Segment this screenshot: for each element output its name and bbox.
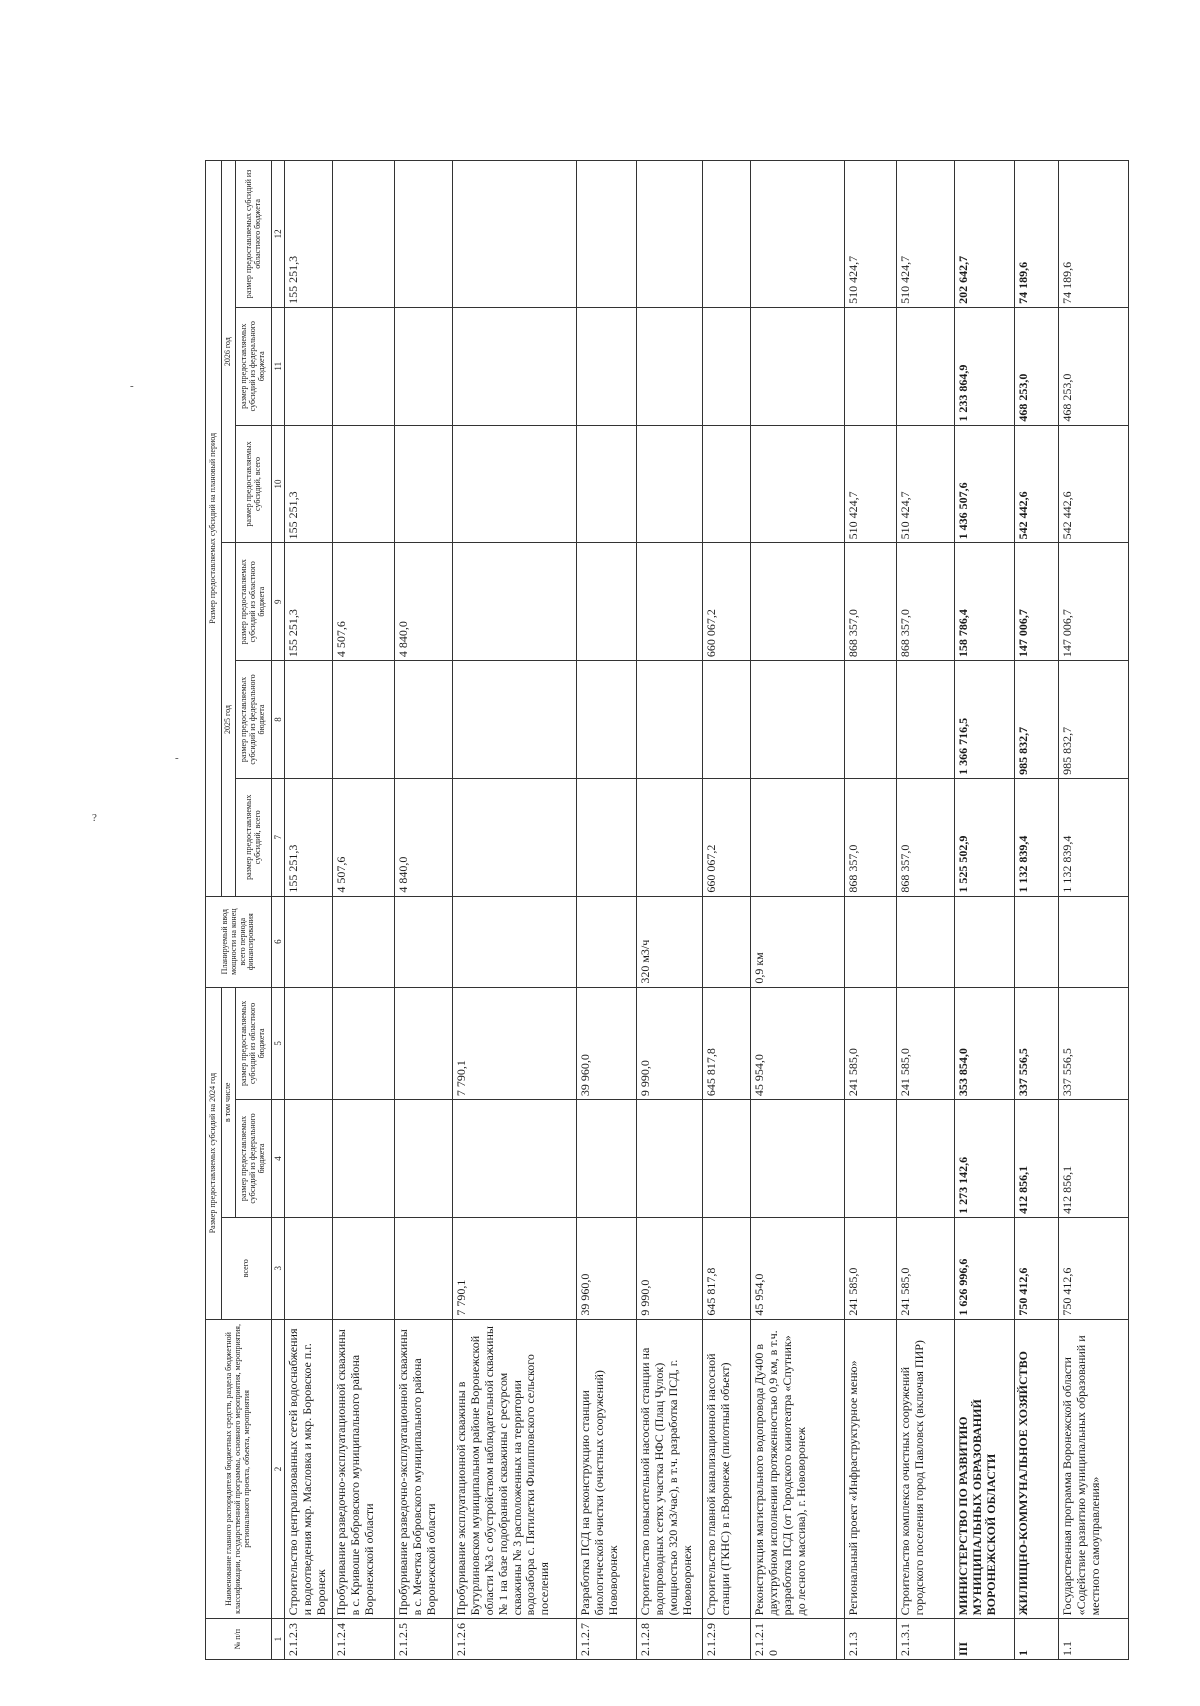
cell-fed-2025 [395, 661, 453, 779]
header-total: всего [222, 1217, 272, 1319]
cell-total-2024: 750 412,6 [1015, 1217, 1059, 1319]
row-number: 2.1.2.4 [333, 1619, 395, 1660]
cell-fed-2024 [577, 1100, 637, 1218]
cell-fed-2026 [703, 307, 751, 425]
cell-total-2024: 39 960,0 [577, 1217, 637, 1319]
cell-reg-2024: 7 790,1 [453, 987, 577, 1099]
cell-fed-2024 [395, 1100, 453, 1218]
cell-fed-2025 [577, 661, 637, 779]
column-number: 2 [272, 1319, 285, 1619]
cell-reg-2026: 74 189,6 [1059, 161, 1129, 308]
cell-total-2024: 241 585,0 [897, 1217, 955, 1319]
cell-fed-2025: 985 832,7 [1015, 661, 1059, 779]
cell-reg-2026 [395, 161, 453, 308]
header-plan-fed: размер предоставляемых субсидий из федерального бюджета [236, 307, 272, 425]
column-number: 10 [272, 425, 285, 543]
row-number: 2.1.3 [845, 1619, 897, 1660]
cell-reg-2025: 868 357,0 [897, 543, 955, 661]
table-row [1059, 161, 1129, 1660]
header-plan-fed: размер предоставляемых субсидий из федерального бюджета [236, 661, 272, 779]
row-name: Строительство комплекса очистных сооружений городского поселения город Павловск (включая ПИР) [897, 1319, 955, 1619]
row-number: 2.1.2.8 [637, 1619, 703, 1660]
cell-fed-2024 [845, 1100, 897, 1218]
cell-reg-2024: 45 954,0 [751, 987, 845, 1099]
row-number: III [955, 1619, 1015, 1660]
cell-reg-2026 [751, 161, 845, 308]
subsidy-table [205, 160, 1129, 1660]
cell-fed-2025 [453, 661, 577, 779]
cell-fed-2024: 412 856,1 [1059, 1100, 1129, 1218]
cell-reg-2025: 868 357,0 [845, 543, 897, 661]
cell-capacity [955, 896, 1015, 987]
header-reg: размер предоставляемых субсидий из областного бюджета [236, 987, 272, 1099]
row-number: 2.1.2.9 [703, 1619, 751, 1660]
column-number: 12 [272, 161, 285, 308]
table-row [955, 161, 1015, 1660]
row-number: 2.1.3.1 [897, 1619, 955, 1660]
cell-capacity: 320 м3/ч [637, 896, 703, 987]
cell-reg-2024: 241 585,0 [897, 987, 955, 1099]
cell-fed-2025: 1 366 716,5 [955, 661, 1015, 779]
table-row [1015, 161, 1059, 1660]
cell-reg-2026: 155 251,3 [285, 161, 333, 308]
table-row [751, 161, 845, 1660]
header-fed: размер предоставляемых субсидий из федерального бюджета [236, 1100, 272, 1218]
column-numbers-row [272, 161, 285, 1660]
column-number: 4 [272, 1100, 285, 1218]
cell-fed-2026 [395, 307, 453, 425]
cell-total-2026: 510 424,7 [897, 425, 955, 543]
cell-reg-2024: 241 585,0 [845, 987, 897, 1099]
header-2025: 2025 год [222, 543, 236, 896]
cell-total-2025: 155 251,3 [285, 778, 333, 896]
cell-reg-2026 [577, 161, 637, 308]
column-number: 6 [272, 896, 285, 987]
cell-total-2026 [395, 425, 453, 543]
cell-total-2024: 241 585,0 [845, 1217, 897, 1319]
row-name: Строительство повысительной насосной станции на водопроводных сетях участка НФС (Плац Чулок) (мощностью 320 м3/час), в т.ч. разработка ПСД, г. Нововоронеж [637, 1319, 703, 1619]
row-number: 2.1.2.5 [395, 1619, 453, 1660]
cell-capacity [1015, 896, 1059, 987]
row-name: Строительство главной канализационной насосной станции (ГКНС) в г.Воронеже (пилотный объект) [703, 1319, 751, 1619]
cell-reg-2024: 337 556,5 [1015, 987, 1059, 1099]
cell-capacity [285, 896, 333, 987]
cell-reg-2026: 510 424,7 [897, 161, 955, 308]
cell-fed-2026 [637, 307, 703, 425]
table-row [333, 161, 395, 1660]
row-name: ЖИЛИЩНО-КОММУНАЛЬНОЕ ХОЗЯЙСТВО [1015, 1319, 1059, 1619]
rotated-table-page [205, 160, 1102, 1660]
cell-total-2025: 1 132 839,4 [1015, 778, 1059, 896]
cell-reg-2026 [703, 161, 751, 308]
cell-fed-2024 [897, 1100, 955, 1218]
cell-total-2026: 1 436 507,6 [955, 425, 1015, 543]
cell-total-2026: 542 442,6 [1059, 425, 1129, 543]
cell-reg-2025 [751, 543, 845, 661]
cell-fed-2024: 1 273 142,6 [955, 1100, 1015, 1218]
table-row [703, 161, 751, 1660]
cell-total-2025: 1 525 502,9 [955, 778, 1015, 896]
column-number: 3 [272, 1217, 285, 1319]
row-name: Строительство централизованных сетей водоснабжения и водоотведения мкр. Масловка и мкр. Боровское п.г. Воронеж [285, 1319, 333, 1619]
cell-reg-2026 [637, 161, 703, 308]
cell-fed-2025 [703, 661, 751, 779]
row-name: Региональный проект «Инфраструктурное меню» [845, 1319, 897, 1619]
row-name: Разработка ПСД на реконструкцию станции биологической очистки (очистных сооружений) Нововоронеж [577, 1319, 637, 1619]
cell-reg-2024: 337 556,5 [1059, 987, 1129, 1099]
cell-reg-2024: 645 817,8 [703, 987, 751, 1099]
cell-reg-2026: 202 642,7 [955, 161, 1015, 308]
cell-capacity [1059, 896, 1129, 987]
row-name: Пробуривание разведочно-эксплуатационной скважины в с. Кривоше Бобровского муниципального района Воронежской области [333, 1319, 395, 1619]
cell-reg-2024: 353 854,0 [955, 987, 1015, 1099]
cell-capacity [845, 896, 897, 987]
header-plan-total: размер предоставляемых субсидий, всего [236, 778, 272, 896]
cell-fed-2024 [703, 1100, 751, 1218]
cell-fed-2026 [453, 307, 577, 425]
header-name: Наименование главного распорядителя бюджетных средств, раздела бюджетной классификации, государственной программы, основного мероприятия, мероприятия, регионального проекта, объекта, мероприятия [206, 1319, 272, 1619]
cell-capacity: 0,9 км [751, 896, 845, 987]
cell-fed-2025 [637, 661, 703, 779]
cell-fed-2026 [751, 307, 845, 425]
cell-fed-2026 [285, 307, 333, 425]
column-number: 8 [272, 661, 285, 779]
cell-total-2024 [333, 1217, 395, 1319]
cell-fed-2025 [285, 661, 333, 779]
header-plan-reg: размер предоставляемых субсидий из областного бюджета [236, 161, 272, 308]
row-name: Государственная программа Воронежской области «Содействие развитию муниципальных образований и местного самоуправления» [1059, 1319, 1129, 1619]
cell-total-2025 [637, 778, 703, 896]
column-number: 1 [272, 1619, 285, 1660]
cell-fed-2024 [637, 1100, 703, 1218]
header-plan-total: размер предоставляемых субсидий, всего [236, 425, 272, 543]
table-row [897, 161, 955, 1660]
row-name: МИНИСТЕРСТВО ПО РАЗВИТИЮ МУНИЦИПАЛЬНЫХ ОБРАЗОВАНИЙ ВОРОНЕЖСКОЙ ОБЛАСТИ [955, 1319, 1015, 1619]
cell-total-2024: 750 412,6 [1059, 1217, 1129, 1319]
cell-fed-2025 [897, 661, 955, 779]
cell-total-2025: 4 507,6 [333, 778, 395, 896]
cell-total-2024: 645 817,8 [703, 1217, 751, 1319]
cell-fed-2024 [333, 1100, 395, 1218]
cell-fed-2026 [845, 307, 897, 425]
table-row [285, 161, 333, 1660]
cell-reg-2025: 660 067,2 [703, 543, 751, 661]
header-2024: Размер предоставляемых субсидий на 2024 год [206, 987, 222, 1319]
row-name: Пробуривание эксплуатационной скважины в Бутурлиновском муниципальном районе Воронежской области №3 с обустройством наблюдательной скважины № 1 на базе подобранной скважины с ресурсом скважины № 3 расположенных на территории водозабора с. Пятилетки Филипповского сельского поселения [453, 1319, 577, 1619]
row-number: 1.1 [1059, 1619, 1129, 1660]
cell-capacity [577, 896, 637, 987]
column-number: 11 [272, 307, 285, 425]
cell-fed-2025 [333, 661, 395, 779]
scan-mark: - [130, 380, 134, 392]
cell-fed-2026 [897, 307, 955, 425]
cell-total-2024 [395, 1217, 453, 1319]
cell-total-2025 [751, 778, 845, 896]
cell-total-2024 [285, 1217, 333, 1319]
cell-fed-2026 [333, 307, 395, 425]
cell-total-2025: 1 132 839,4 [1059, 778, 1129, 896]
cell-total-2025: 660 067,2 [703, 778, 751, 896]
cell-reg-2025: 4 507,6 [333, 543, 395, 661]
cell-reg-2026: 74 189,6 [1015, 161, 1059, 308]
cell-reg-2025 [637, 543, 703, 661]
cell-total-2025 [453, 778, 577, 896]
table-row [395, 161, 453, 1660]
cell-fed-2024 [751, 1100, 845, 1218]
cell-total-2026 [637, 425, 703, 543]
cell-capacity [897, 896, 955, 987]
cell-capacity [333, 896, 395, 987]
header-plan: Размер предоставляемых субсидий на плановый период [206, 161, 222, 897]
column-number: 9 [272, 543, 285, 661]
header-plan-reg: размер предоставляемых субсидий из областного бюджета [236, 543, 272, 661]
cell-total-2024: 9 990,0 [637, 1217, 703, 1319]
cell-total-2025 [577, 778, 637, 896]
cell-fed-2024 [453, 1100, 577, 1218]
table-row [845, 161, 897, 1660]
cell-reg-2024 [333, 987, 395, 1099]
cell-total-2026: 510 424,7 [845, 425, 897, 543]
header-capacity: Планируемый ввод мощности на конец всего периода финансирования [206, 896, 272, 987]
scan-mark: - [175, 752, 179, 764]
row-number: 2.1.2.7 [577, 1619, 637, 1660]
cell-reg-2024 [285, 987, 333, 1099]
cell-total-2026 [577, 425, 637, 543]
row-number: 1 [1015, 1619, 1059, 1660]
row-number: 2.1.2.10 [751, 1619, 845, 1660]
cell-reg-2025: 147 006,7 [1059, 543, 1129, 661]
cell-fed-2025: 985 832,7 [1059, 661, 1129, 779]
cell-total-2025: 868 357,0 [897, 778, 955, 896]
cell-reg-2024 [395, 987, 453, 1099]
row-number: 2.1.2.3 [285, 1619, 333, 1660]
header-incl: в том числе [222, 987, 236, 1217]
cell-total-2026 [703, 425, 751, 543]
cell-reg-2025: 4 840,0 [395, 543, 453, 661]
cell-reg-2026: 510 424,7 [845, 161, 897, 308]
cell-reg-2025: 155 251,3 [285, 543, 333, 661]
header-num: № п/п [206, 1619, 272, 1660]
table-row [637, 161, 703, 1660]
cell-total-2026: 542 442,6 [1015, 425, 1059, 543]
table-row [577, 161, 637, 1660]
cell-fed-2026: 468 253,0 [1059, 307, 1129, 425]
cell-reg-2026 [453, 161, 577, 308]
cell-total-2026 [333, 425, 395, 543]
cell-reg-2025 [453, 543, 577, 661]
cell-fed-2026: 1 233 864,9 [955, 307, 1015, 425]
scan-mark: ? [92, 812, 97, 824]
cell-reg-2025: 158 786,4 [955, 543, 1015, 661]
cell-reg-2026 [333, 161, 395, 308]
row-name: Пробуривание разведочно-эксплуатационной скважины в с. Мечетка Бобровского муниципального района Воронежской области [395, 1319, 453, 1619]
cell-fed-2025 [751, 661, 845, 779]
column-number: 5 [272, 987, 285, 1099]
cell-fed-2025 [845, 661, 897, 779]
cell-total-2025: 868 357,0 [845, 778, 897, 896]
cell-total-2025: 4 840,0 [395, 778, 453, 896]
column-number: 7 [272, 778, 285, 896]
cell-capacity [395, 896, 453, 987]
cell-reg-2025: 147 006,7 [1015, 543, 1059, 661]
cell-total-2024: 45 954,0 [751, 1217, 845, 1319]
table-row [453, 161, 577, 1660]
cell-total-2024: 7 790,1 [453, 1217, 577, 1319]
cell-total-2026 [453, 425, 577, 543]
cell-reg-2025 [577, 543, 637, 661]
cell-fed-2026 [577, 307, 637, 425]
cell-capacity [703, 896, 751, 987]
cell-total-2024: 1 626 996,6 [955, 1217, 1015, 1319]
cell-total-2026: 155 251,3 [285, 425, 333, 543]
cell-capacity [453, 896, 577, 987]
row-name: Реконструкция магистрального водопровода Ду400 в двухтрубном исполнении протяженностью 0,9 км, в т.ч. разработка ПСД (от Городского кинотеатра «Спутник» до лесного массива), г. Нововоронеж [751, 1319, 845, 1619]
row-number: 2.1.2.6 [453, 1619, 577, 1660]
cell-fed-2024: 412 856,1 [1015, 1100, 1059, 1218]
cell-fed-2026: 468 253,0 [1015, 307, 1059, 425]
cell-reg-2024: 9 990,0 [637, 987, 703, 1099]
cell-reg-2024: 39 960,0 [577, 987, 637, 1099]
header-2026: 2026 год [222, 161, 236, 543]
cell-fed-2024 [285, 1100, 333, 1218]
cell-total-2026 [751, 425, 845, 543]
